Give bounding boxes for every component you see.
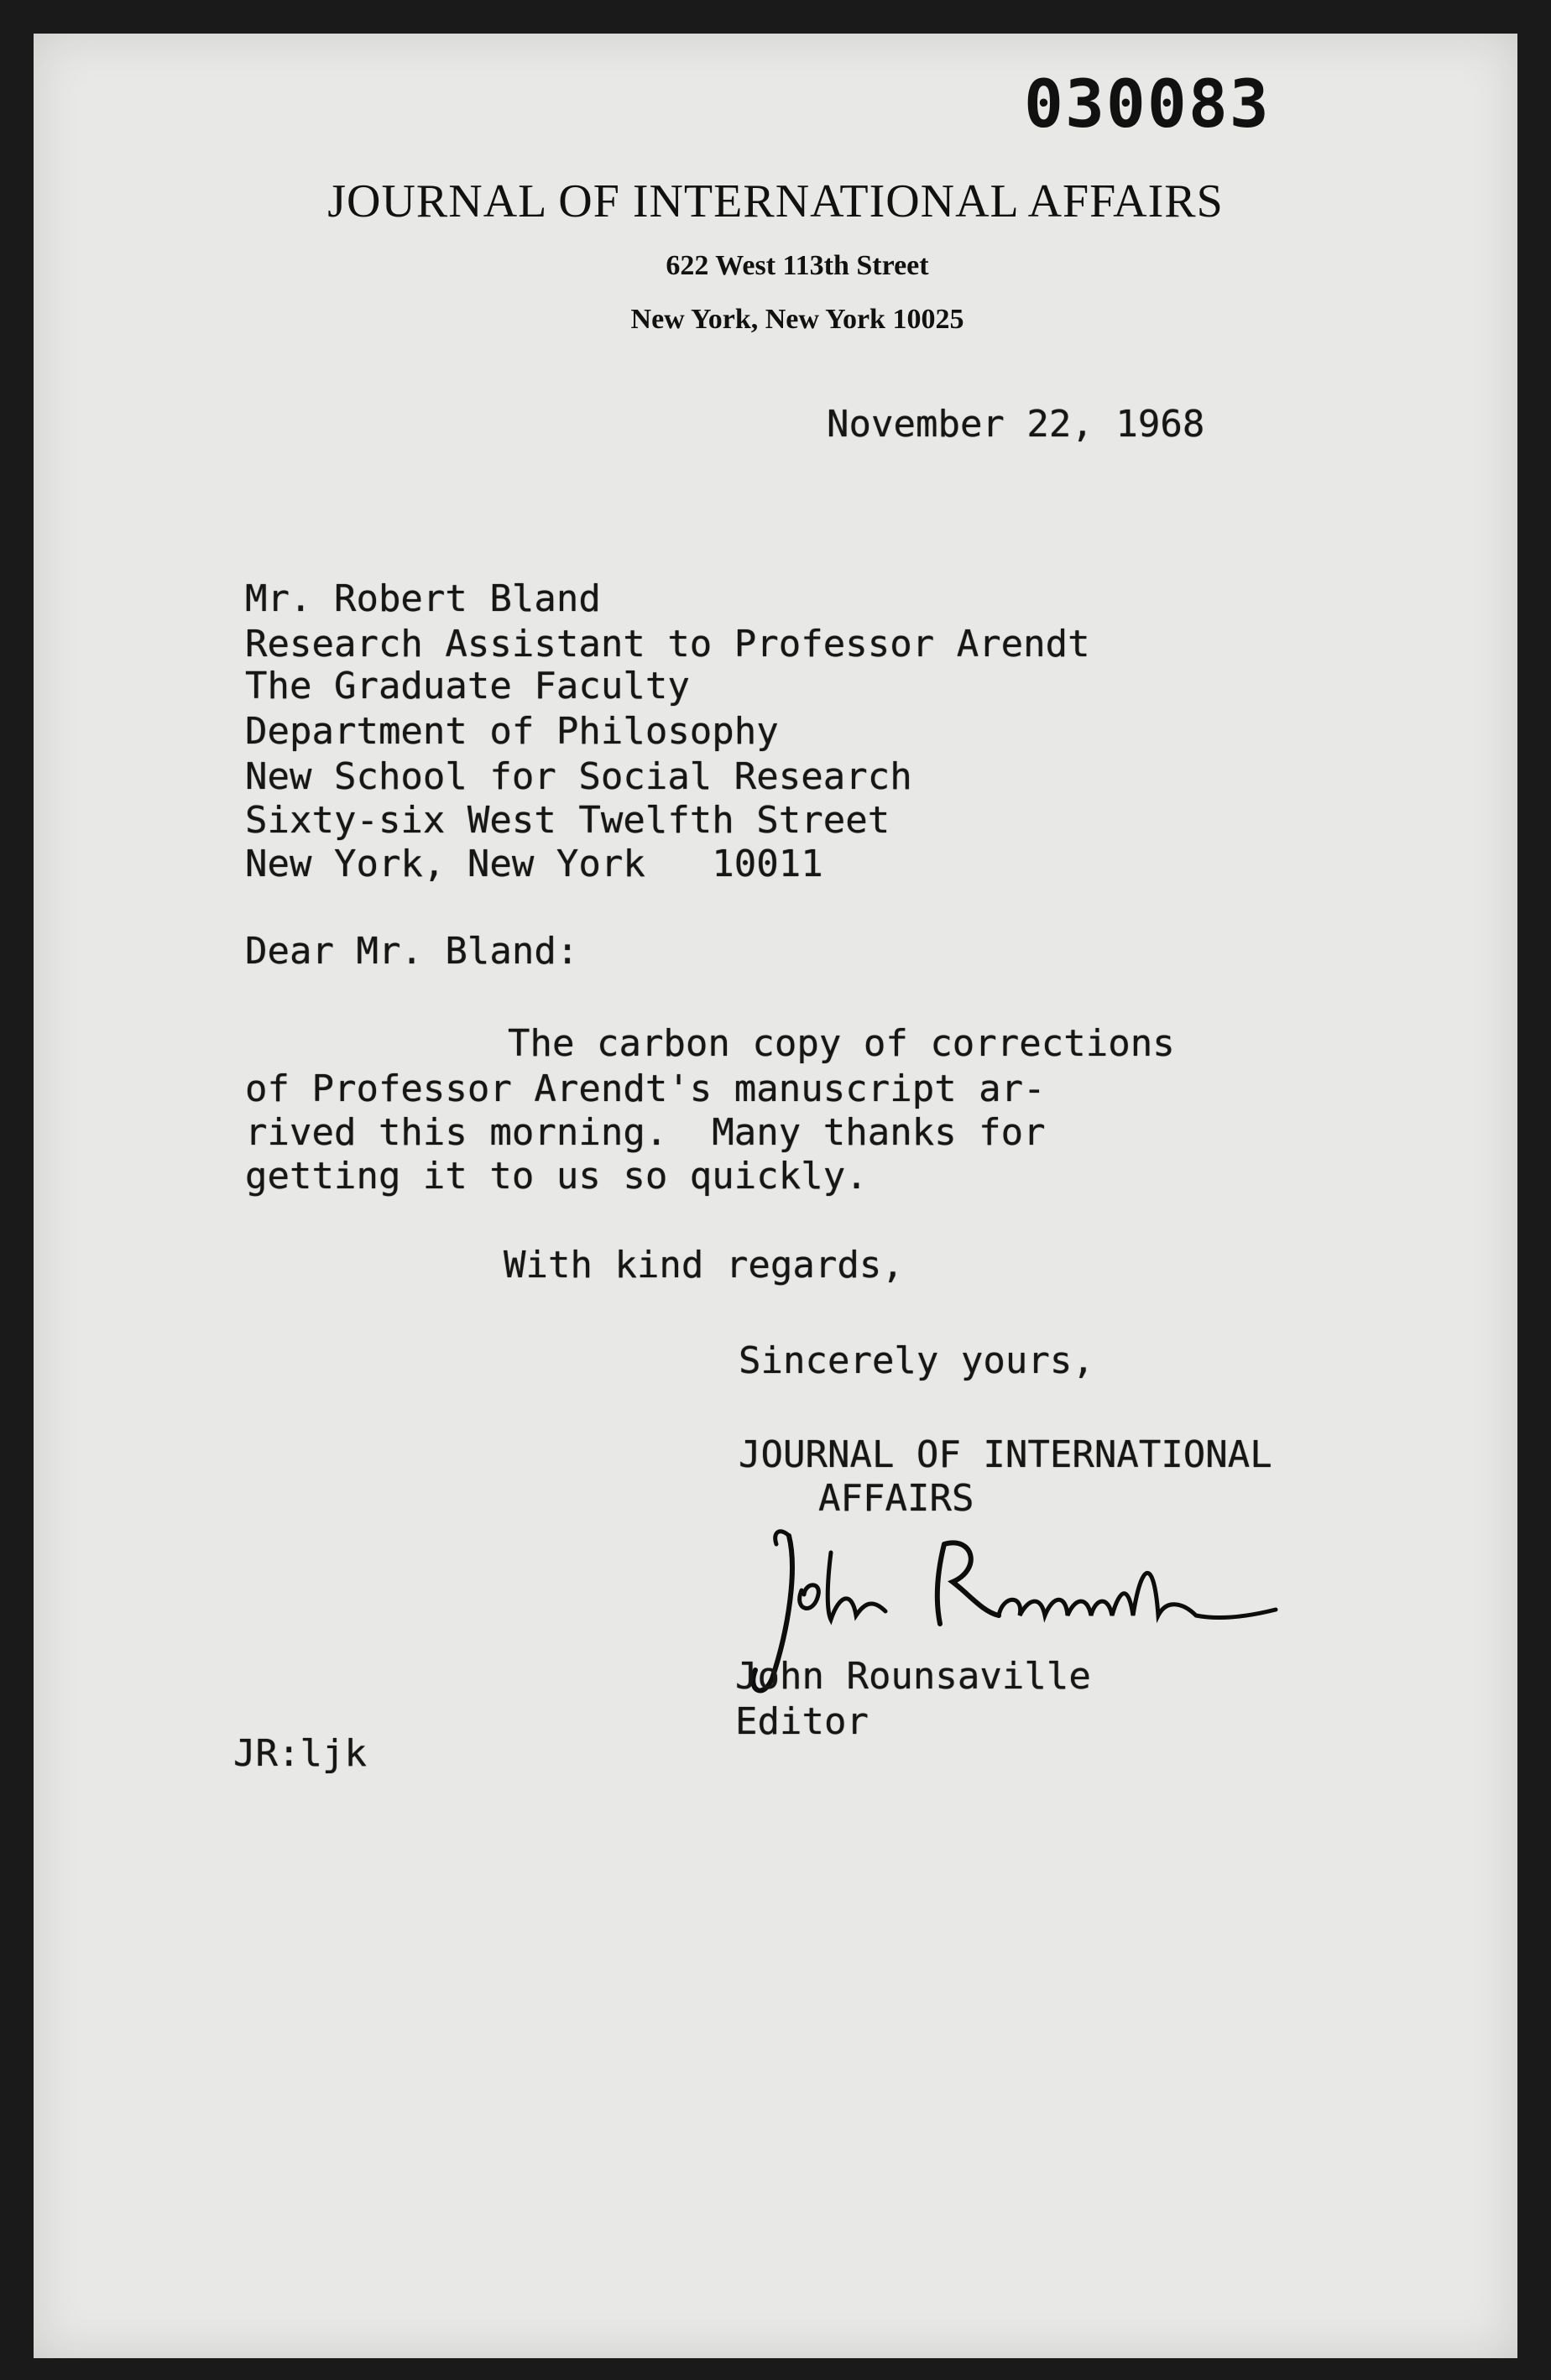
recipient-line: Mr. Robert Bland <box>245 577 601 620</box>
body-line: getting it to us so quickly. <box>245 1155 868 1198</box>
reference-initials: JR:ljk <box>233 1732 367 1775</box>
recipient-line: Research Assistant to Professor Arendt <box>245 623 1090 665</box>
regards-line: With kind regards, <box>504 1244 904 1287</box>
body-line: of Professor Arendt's manuscript ar- <box>245 1067 1046 1110</box>
recipient-line: Sixty-six West Twelfth Street <box>245 799 890 842</box>
letter-date: November 22, 1968 <box>827 403 1205 446</box>
salutation: Dear Mr. Bland: <box>245 930 579 973</box>
letterhead-name: JOURNAL OF INTERNATIONAL AFFAIRS <box>327 175 1224 227</box>
document-number: 030083 <box>1024 67 1271 143</box>
organization-line: AFFAIRS <box>818 1477 974 1520</box>
body-line: The carbon copy of corrections <box>508 1022 1175 1065</box>
recipient-line: New York, New York 10011 <box>245 843 823 885</box>
signer-title: Editor <box>735 1700 869 1743</box>
body-line: rived this morning. Many thanks for <box>245 1111 1046 1154</box>
organization-line: JOURNAL OF INTERNATIONAL <box>739 1433 1272 1476</box>
recipient-line: Department of Philosophy <box>245 710 779 753</box>
signer-name: John Rounsaville <box>735 1655 1091 1698</box>
letterhead-street: 622 West 113th Street <box>666 250 929 281</box>
letterhead-city: New York, New York 10025 <box>630 304 964 335</box>
recipient-line: New School for Social Research <box>245 755 912 798</box>
closing-line: Sincerely yours, <box>739 1339 1094 1382</box>
recipient-line: The Graduate Faculty <box>245 665 690 707</box>
